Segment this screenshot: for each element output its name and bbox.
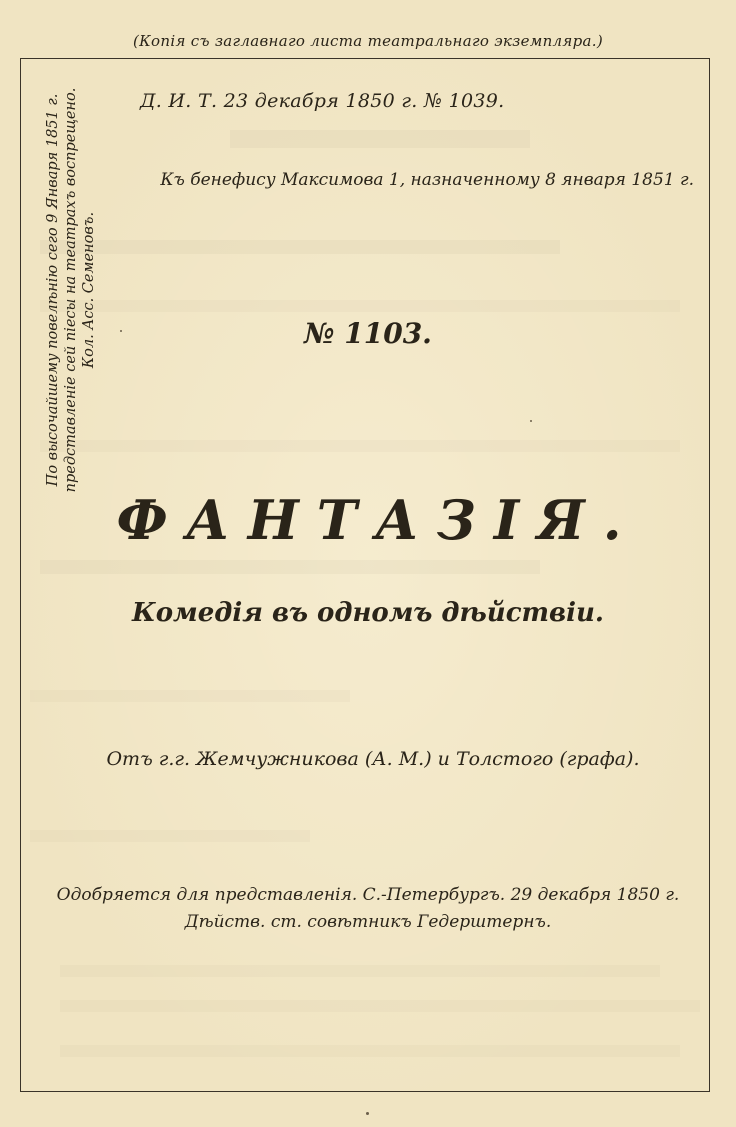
benefit-line: Къ бенефису Максимова 1, назначенному 8 января 1851 г. (160, 170, 694, 190)
paper-speck (366, 1112, 369, 1115)
censorship-note-signature: Кол. Асс. Семеновъ. (81, 211, 97, 369)
approval-line: Одобряется для представленія. С.-Петербургъ. 29 декабря 1850 г. (56, 885, 680, 905)
page-border (20, 58, 710, 1092)
copy-caption: (Копія съ заглавнаго листа театральнаго экземпляра.) (133, 32, 603, 50)
registry-line: Д. И. Т. 23 декабря 1850 г. № 1039. (140, 90, 505, 112)
play-subtitle: Комедія въ одномъ дѣйствіи. (132, 598, 604, 628)
paper-speck (120, 330, 122, 332)
authors-line: Отъ г.г. Жемчужникова (А. М.) и Толстого (графа). (106, 748, 640, 770)
censorship-note-line: представленіе сей піесы на театрахъ воспрещено. (63, 87, 79, 493)
approval-signature: Дѣйств. ст. совѣтникъ Гедерштернъ. (184, 912, 552, 932)
paper-speck (530, 420, 532, 422)
play-title: ФАНТАЗІЯ. (116, 488, 640, 552)
censorship-note (44, 85, 98, 495)
document-number: № 1103. (304, 317, 432, 350)
censorship-note-line: По высочайшему повелѣнію сего 9 Января 1851 г. (45, 93, 61, 487)
